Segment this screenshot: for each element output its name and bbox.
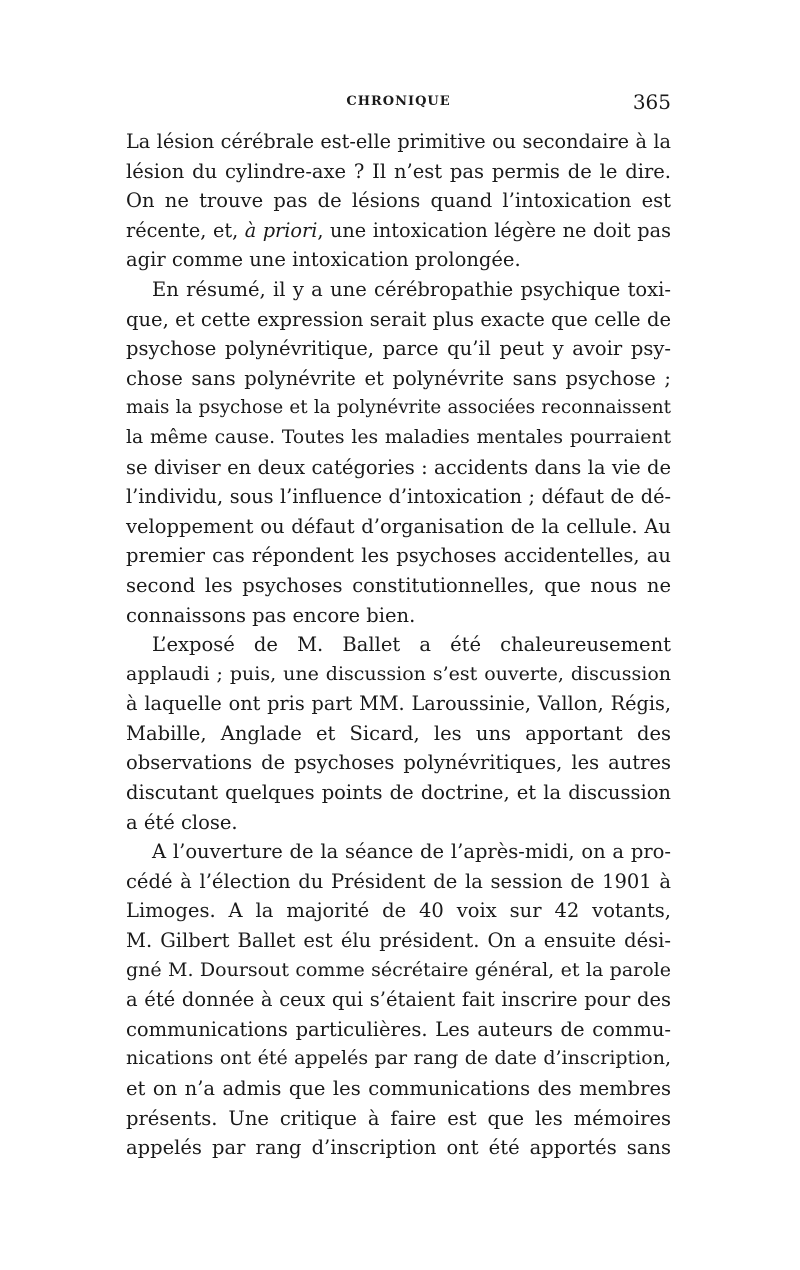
text-line: que, et cette expression serait plus exacte que celle de	[126, 307, 671, 331]
text-line: applaudi ; puis, une discussion s’est ouverte, discussion	[126, 662, 671, 685]
text-line: a été donnée à ceux qui s’étaient fait inscrire pour des	[126, 988, 671, 1012]
text-line: la même cause. Toutes les maladies mentales pourraient	[126, 426, 671, 448]
text-line: M. Gilbert Ballet est élu président. On a ensuite dési-	[126, 929, 671, 953]
text-line: se diviser en deux catégories : accidents dans la vie de	[126, 455, 671, 479]
text-line: et on n’a admis que les communications des membres	[126, 1077, 671, 1100]
text-line: On ne trouve pas de lésions quand l’intoxication est	[126, 189, 671, 213]
text-line: a été close.	[126, 810, 238, 834]
text-line: En résumé, il y a une cérébropathie psychique toxi-	[152, 277, 671, 301]
text-line: récente, et, à priori, une intoxication légère ne doit pas	[126, 218, 671, 242]
text-line: à laquelle ont pris part MM. Laroussinie, Vallon, Régis,	[126, 692, 671, 716]
text-line: premier cas répondent les psychoses accidentelles, au	[126, 544, 671, 568]
text-line: lésion du cylindre-axe ? Il n’est pas permis de le dire.	[126, 159, 671, 183]
text-line: A l’ouverture de la séance de l’après-midi, on a pro-	[152, 840, 671, 864]
text-line: agir comme une intoxication prolongée.	[126, 248, 521, 272]
text-line: gné M. Doursout comme sécrétaire général, et la parole	[126, 958, 671, 981]
page-header	[126, 90, 671, 120]
running-head: CHRONIQUE	[346, 94, 451, 109]
text-line: psychose polynévritique, parce qu’il peut y avoir psy-	[126, 337, 671, 361]
text-line: Mabille, Anglade et Sicard, les uns apportant des	[126, 721, 671, 745]
text-line: La lésion cérébrale est-elle primitive ou secondaire à la	[126, 130, 671, 153]
page-number: 365	[632, 90, 671, 114]
text-line: connaissons pas encore bien.	[126, 603, 416, 627]
text-line: mais la psychose et la polynévrite associées reconnaissent	[126, 397, 671, 419]
text-line: cédé à l’élection du Président de la session de 1901 à	[126, 869, 671, 893]
text-line: l’individu, sous l’influence d’intoxication ; défaut de dé-	[126, 485, 671, 509]
text-line: Limoges. A la majorité de 40 voix sur 42 votants,	[126, 899, 671, 923]
text-line: appelés par rang d’inscription ont été apportés sans	[126, 1136, 671, 1160]
text-line: chose sans polynévrite et polynévrite sans psychose ;	[126, 366, 671, 390]
italic-phrase: à priori	[244, 218, 318, 242]
text-line: nications ont été appelés par rang de date d’inscription,	[126, 1047, 671, 1070]
text-line: L’exposé de M. Ballet a été chaleureusement	[152, 633, 671, 657]
body-text	[126, 127, 671, 1163]
text-line: second les psychoses constitutionnelles, que nous ne	[126, 573, 671, 597]
text-line: communications particulières. Les auteurs de commu-	[126, 1017, 671, 1041]
text-line: présents. Une critique à faire est que les mémoires	[126, 1106, 671, 1130]
text-line: observations de psychoses polynévritiques, les autres	[126, 751, 671, 775]
text-line: discutant quelques points de doctrine, et la discussion	[126, 781, 671, 805]
text-line: veloppement ou défaut d’organisation de la cellule. Au	[126, 514, 671, 538]
